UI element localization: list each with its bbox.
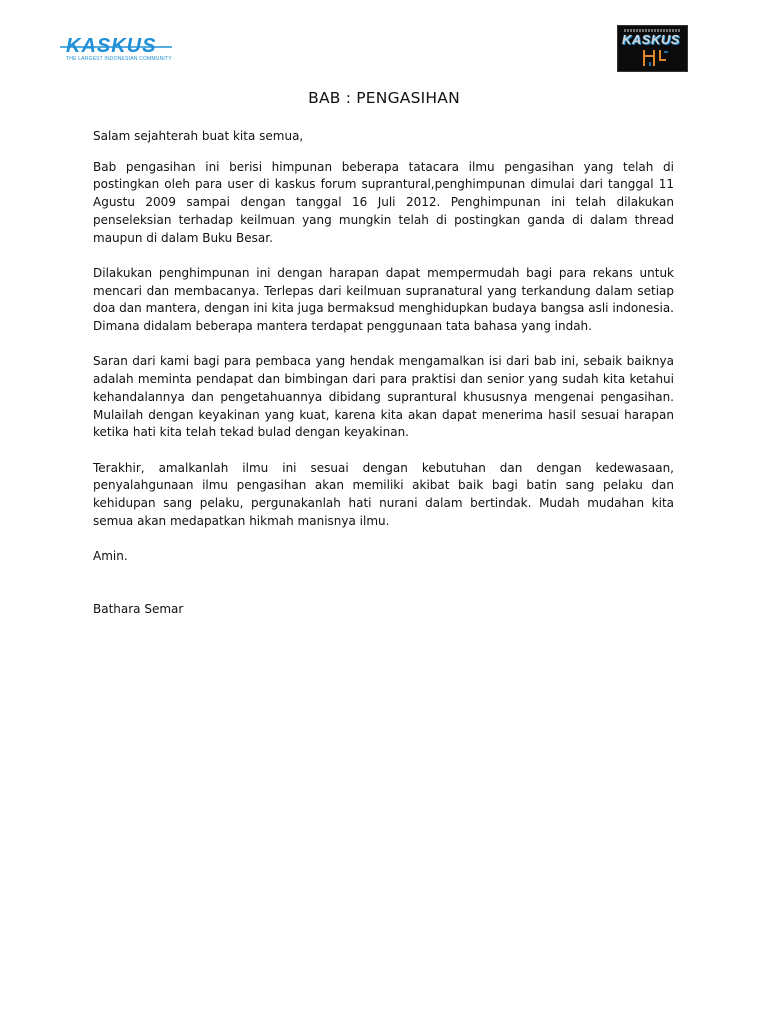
paragraph: Dilakukan penghimpunan ini dengan harapan dapat mempermudah bagi para rekans untuk mencari dan membacanya. Terlepas dari keilmuan supranatural yang terkandung dalam setiap doa dan mantera, dengan ini kita juga bermaksud menghidupkan budaya bangsa asli indonesia. Dimana didalam beberapa mantera terdapat penggunaan tata bahasa yang indah. — [93, 265, 674, 334]
circuit-glyph-icon — [640, 48, 670, 68]
kaskus-logo-text: KASKUS — [66, 35, 157, 57]
greeting-text: Salam sejahterah buat kita semua, — [93, 129, 304, 143]
paragraph: Saran dari kami bagi para pembaca yang hendak mengamalkan isi dari bab ini, sebaik baiknya adalah meminta pendapat dan bimbingan dari para praktisi dan senior yang sudah kita ketahui kehandalannya dan pengetahuannya dibidang suprantural khususnya mengenai pengasihan. Mulailah dengan keyakinan yang kuat, karena kita akan dapat menerima hasil sesuai harapan ketika hati kita telah tekad bulad dengan keyakinan. — [93, 354, 674, 440]
kaskus-logo-left — [60, 36, 172, 66]
kaskus-tagline: THE LARGEST INDONESIAN COMMUNITY — [66, 56, 172, 62]
signature-text: Bathara Semar — [93, 601, 184, 616]
document-body — [93, 128, 674, 619]
kaskus-logo-right-text: KASKUS — [622, 32, 680, 47]
kaskus-logo-right — [617, 25, 688, 72]
document-title: BAB : PENGASIHAN — [308, 89, 460, 107]
paragraph: Bab pengasihan ini berisi himpunan beberapa tatacara ilmu pengasihan yang telah di postingkan oleh para user di kaskus forum suprantural,penghimpunan dimulai dari tanggal 11 Agustu 2009 sampai dengan tanggal 16 Juli 2012. Penghimpunan ini telah dilakukan penseleksian terhadap keilmuan yang mungkin telah di postingkan ganda di dalam thread maupun di dalam Buku Besar. — [93, 159, 674, 245]
closing-text: Amin. — [93, 549, 128, 564]
paragraph: Terakhir, amalkanlah ilmu ini sesuai dengan kebutuhan dan dengan kedewasaan, penyalahgunaan ilmu pengasihan akan memiliki akibat baik bagi batin sang pelaku dan kehidupan sang pelaku, pergunakanlah hati nurani dalam bertindak. Mudah mudahan kita semua akan medapatkan hikmah manisnya ilmu. — [93, 460, 674, 528]
